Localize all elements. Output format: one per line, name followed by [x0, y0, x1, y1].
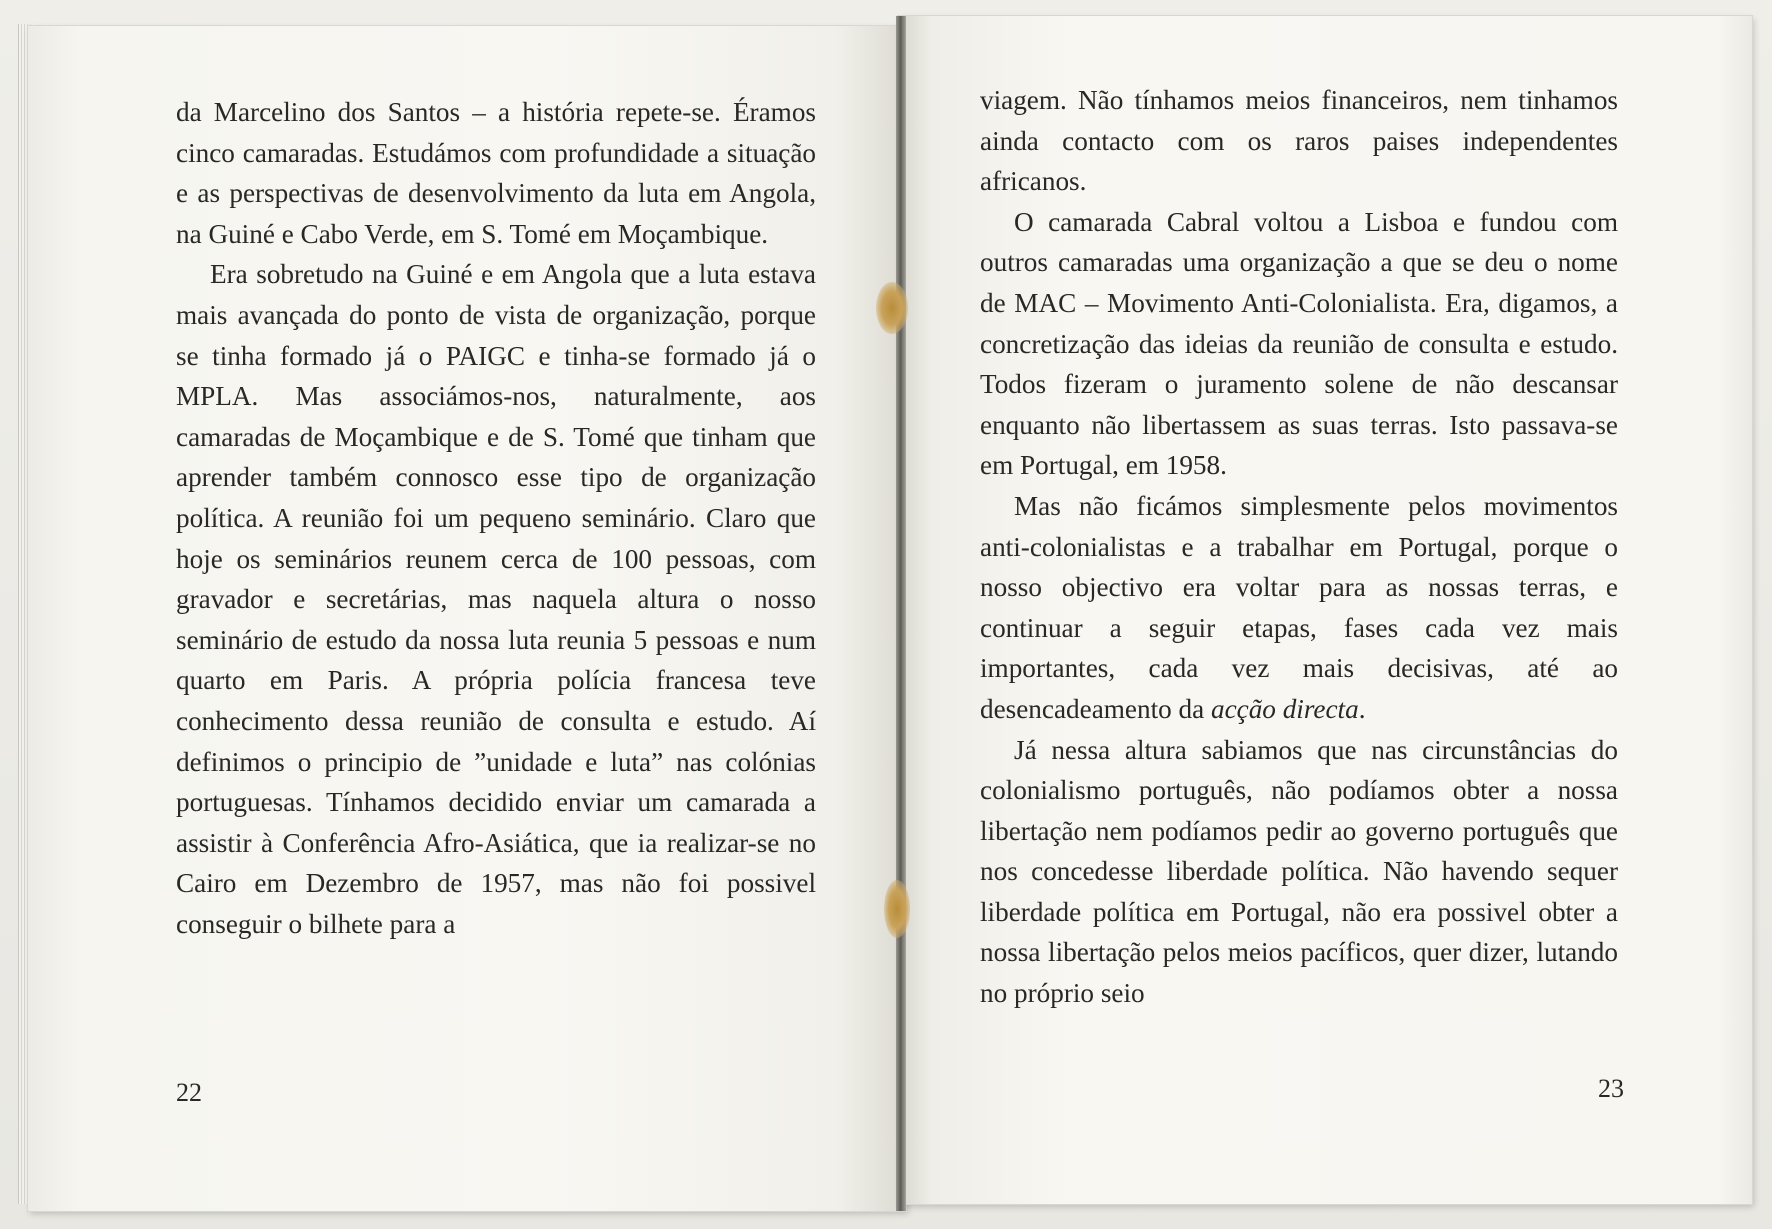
book-spine [896, 16, 906, 1211]
stain-mark [884, 880, 910, 938]
paragraph [980, 486, 1618, 730]
paragraph: Era sobretudo na Guiné e em Angola que a luta estava mais avançada do ponto de vista de organização, porque se tinha formado já o PAIGC e tinha-se formado já o MPLA. Mas associámos-nos, naturalmente, aos camaradas de Moçambique e de S. Tomé que tinham que aprender também connosco esse tipo de organização política. A reunião foi um pequeno seminário. Claro que hoje os seminários reunem cerca de 100 pessoas, com gravador e secretárias, mas naquela altura o nosso seminário de estudo da nossa luta reunia 5 pessoas e num quarto em Paris. A própria polícia francesa teve conhecimento dessa reunião de consulta e estudo. Aí definimos o principio de ”unidade e luta” nas colónias portuguesas. Tínhamos decidido enviar um camarada a assistir à Conferência Afro-Asiática, que ia realizar-se no Cairo em Dezembro de 1957, mas não foi possivel conseguir o bilhete para a [176, 259, 816, 939]
page-number-left: 22 [176, 1078, 202, 1107]
paragraph-text: . [1358, 693, 1366, 724]
italic-phrase: acção directa [1210, 693, 1359, 724]
page-number-right: 23 [1598, 1074, 1624, 1103]
paragraph-text: Mas não ficámos simplesmente pelos movimentos anti-colonialistas e a trabalhar em Portugal, porque o nosso objectivo era voltar para as nossas terras, e continuar a seguir etapas, fases cada vez mais importantes, cada vez mais decisivas, até ao desencadeamento da [980, 490, 1618, 724]
paragraph: viagem. Não tínhamos meios financeiros, nem tinhamos ainda contacto com os raros paises independentes africanos. [980, 85, 1618, 197]
stain-mark [876, 282, 908, 334]
paragraph: da Marcelino dos Santos – a história repete-se. Éramos cinco camaradas. Estudámos com profundidade a situação e as perspectivas de desenvolvimento da luta em Angola, na Guiné e Cabo Verde, em S. Tomé em Moçambique. [176, 97, 816, 249]
left-page-text [176, 92, 816, 944]
right-page-text [980, 80, 1618, 1014]
paragraph: O camarada Cabral voltou a Lisboa e fundou com outros camaradas uma organização a que se deu o nome de MAC – Movimento Anti-Colonialista. Era, digamos, a concretização das ideias da reunião de consulta e estudo. Todos fizeram o juramento solene de não descansar enquanto não libertassem as suas terras. Isto passava-se em Portugal, em 1958. [980, 206, 1618, 481]
paragraph: Já nessa altura sabiamos que nas circunstâncias do colonialismo português, não podíamos obter a nossa libertação nem podíamos pedir ao governo português que nos concedesse liberdade política. Não havendo sequer liberdade política em Portugal, não era possivel obter a nossa libertação pelos meios pacíficos, quer dizer, lutando no próprio seio [980, 734, 1618, 1009]
